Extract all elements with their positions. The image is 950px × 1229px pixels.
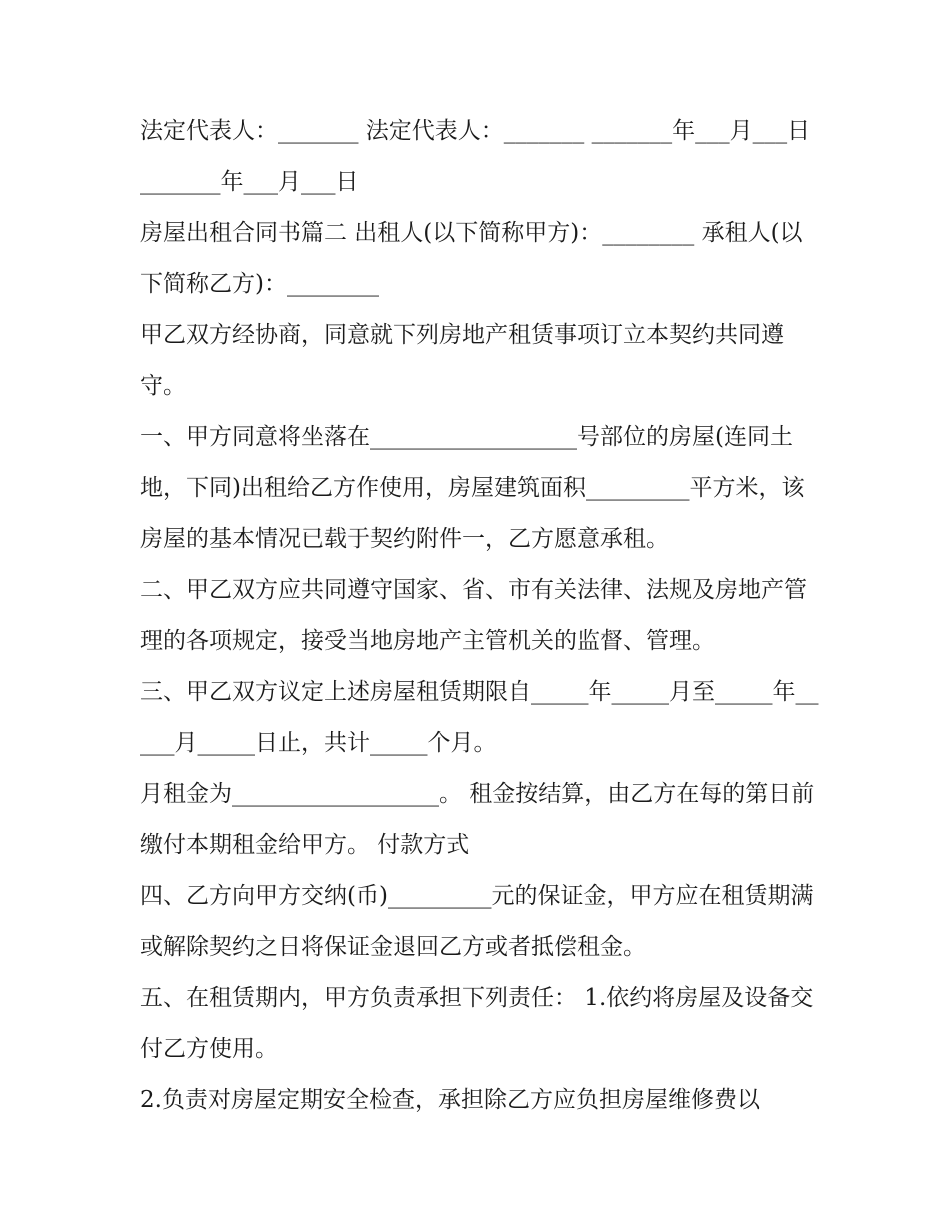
paragraph-clause-four: 四、乙方向甲方交纳(币)_________元的保证金，甲方应在租赁期满或解除契约之日将保证金退回乙方或者抵偿租金。	[140, 883, 814, 960]
paragraph-signature-lines: 法定代表人：_______ 法定代表人：_______ _______年___月___日 _______年___月___日	[140, 118, 811, 195]
paragraph-clause-five-item-two: 2.负责对房屋定期安全检查，承担除乙方应负担房屋维修费以	[140, 1087, 760, 1113]
paragraph-agreement-intro: 甲乙双方经协商，同意就下列房地产租赁事项订立本契约共同遵守。	[140, 322, 784, 399]
paragraph-monthly-rent: 月租金为__________________。 租金按结算，由乙方在每的第日前缴付本期租金给甲方。 付款方式	[140, 781, 815, 858]
paragraph-clause-three: 三、甲乙双方议定上述房屋租赁期限自_____年_____月至_____年_____月_____日止，共计_____个月。	[140, 679, 819, 756]
document-body	[140, 106, 820, 1126]
paragraph-clause-five: 五、在租赁期内，甲方负责承担下列责任： 1.依约将房屋及设备交付乙方使用。	[140, 985, 814, 1062]
paragraph-clause-one: 一、甲方同意将坐落在__________________号部位的房屋(连同土地，下同)出租给乙方作使用，房屋建筑面积_________平方米，该房屋的基本情况已载于契约附件一，乙方愿意承租。	[140, 424, 805, 552]
paragraph-clause-two: 二、甲乙双方应共同遵守国家、省、市有关法律、法规及房地产管理的各项规定，接受当地房地产主管机关的监督、管理。	[140, 577, 807, 654]
paragraph-contract-parties: 房屋出租合同书篇二 出租人(以下简称甲方)：________ 承租人(以下简称乙方)：________	[140, 220, 803, 297]
